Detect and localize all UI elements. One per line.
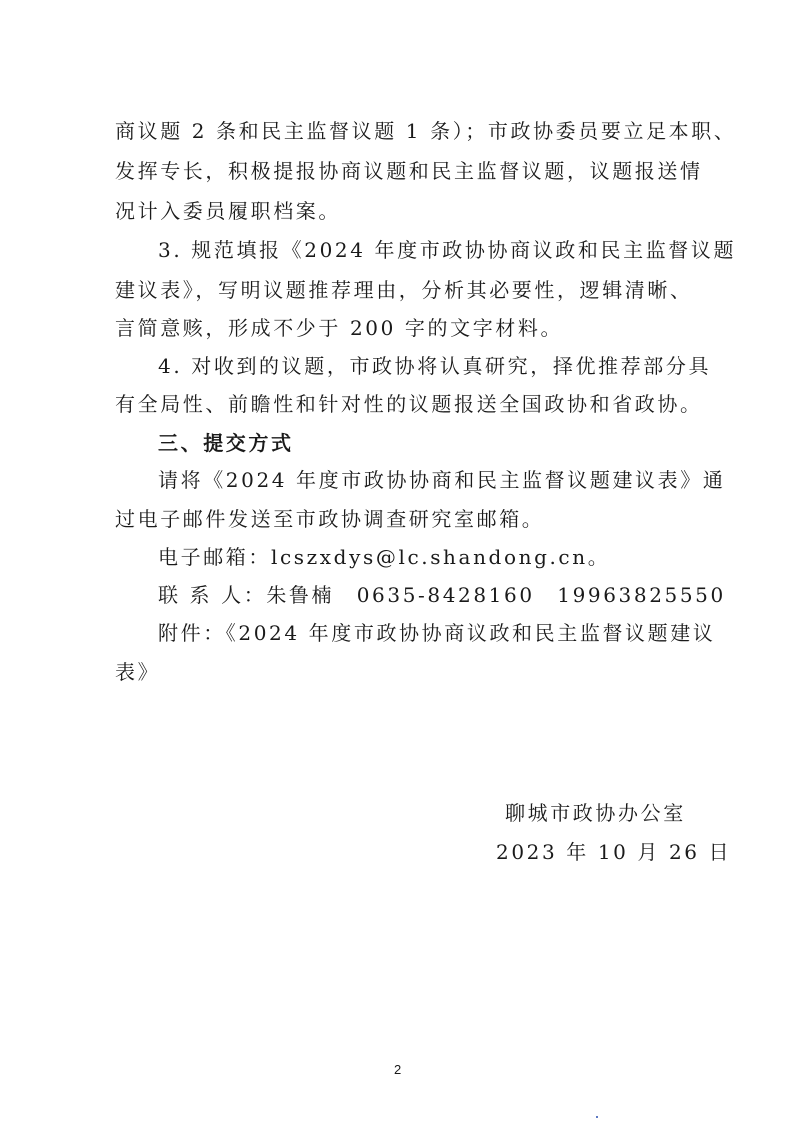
attachment-line: 附件：《2024 年度市政协协商议政和民主监督议题建议 (158, 621, 716, 645)
body-line-10: 请将《2024 年度市政协协商和民主监督议题建议表》通 (158, 468, 726, 492)
body-line-4: 3. 规范填报《2024 年度市政协协商议政和民主监督议题 (158, 238, 737, 262)
body-line-6: 言简意赅，形成不少于 200 字的文字材料。 (115, 316, 564, 340)
body-line-2: 发挥专长，积极提报协商议题和民主监督议题，议题报送情 (115, 159, 703, 183)
signature-date: 2023 年 10 月 26 日 (496, 840, 732, 864)
body-line-7: 4. 对收到的议题，市政协将认真研究，择优推荐部分具 (158, 354, 712, 378)
body-line-1: 商议题 2 条和民主监督议题 1 条）；市政协委员要立足本职、 (115, 119, 737, 143)
email-line: 电子邮箱：lcszxdys@lc.shandong.cn。 (158, 545, 611, 569)
body-line-11: 过电子邮件发送至市政协调查研究室邮箱。 (115, 507, 545, 531)
section-heading: 三、提交方式 (158, 431, 294, 455)
contact-line: 联 系 人：朱鲁楠 0635-8428160 19963825550 (158, 583, 726, 607)
body-line-3: 况计入委员履职档案。 (115, 199, 341, 223)
page-number: 2 (394, 1062, 402, 1077)
body-line-5: 建议表》，写明议题推荐理由，分析其必要性，逻辑清晰、 (115, 278, 693, 302)
body-line-8: 有全局性、前瞻性和针对性的议题报送全国政协和省政协。 (115, 392, 703, 416)
scan-speck (596, 1116, 598, 1118)
attachment-line-cont: 表》 (115, 660, 161, 684)
signature-org: 聊城市政协办公室 (505, 801, 686, 825)
